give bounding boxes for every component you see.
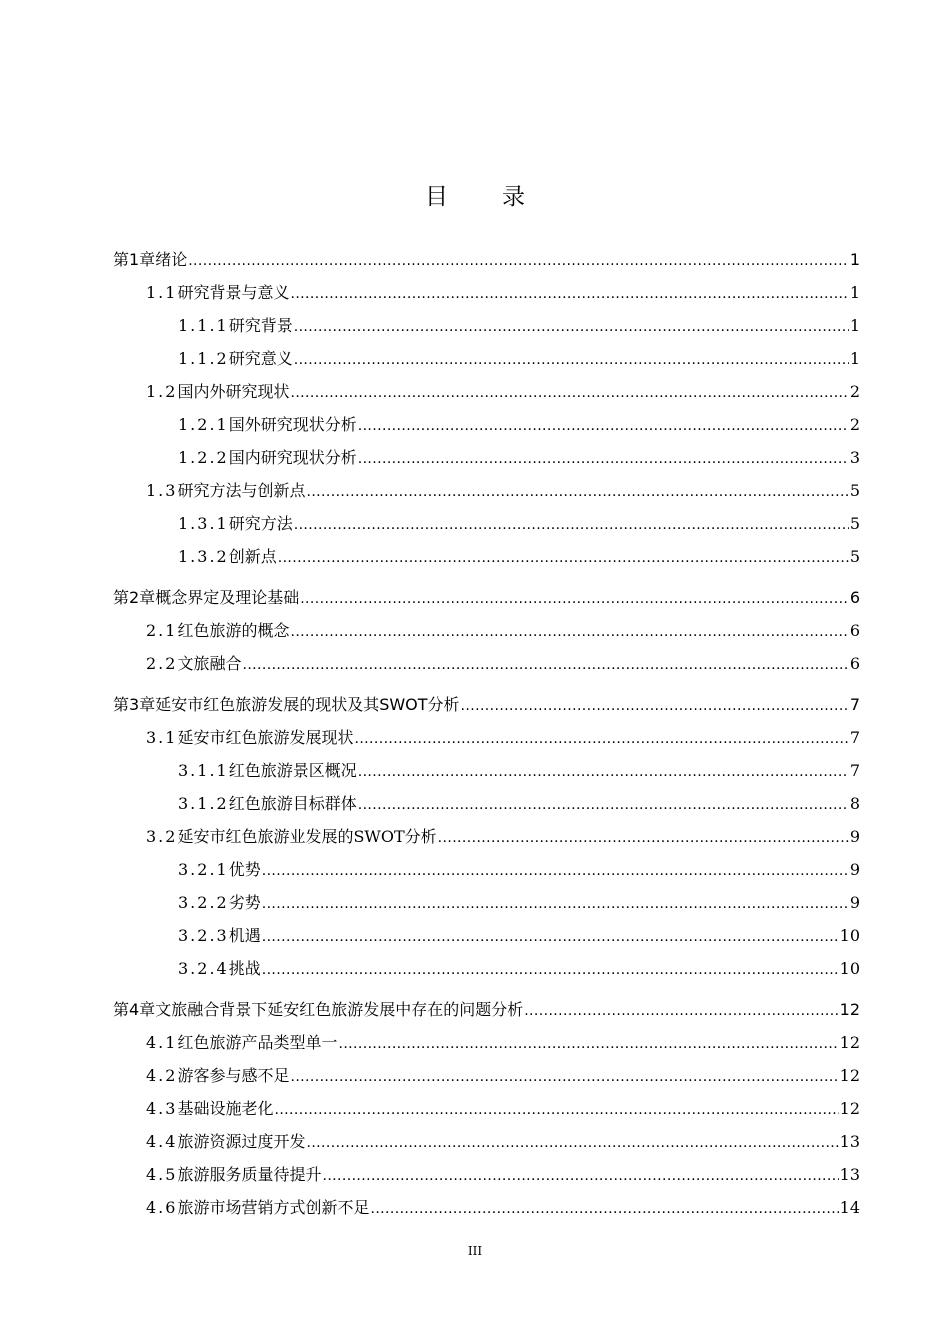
- toc-entry-number: 4.3: [146, 1099, 178, 1118]
- dot-leader: [290, 615, 848, 648]
- dot-leader: [524, 994, 838, 1027]
- dot-leader: [358, 442, 849, 475]
- toc-entry[interactable]: [113, 821, 860, 854]
- toc-entry-page: 10: [839, 959, 860, 978]
- toc-entry-number: 1.3: [146, 481, 178, 500]
- toc-entry-title: 研究意义: [228, 349, 293, 368]
- toc-entry-title: 国内研究现状分析: [228, 448, 357, 467]
- toc-entry[interactable]: [113, 1027, 860, 1060]
- dot-leader: [354, 722, 848, 755]
- toc-entry-number: 1.2: [146, 382, 178, 401]
- toc-title: [0, 178, 950, 211]
- dot-leader: [290, 376, 848, 409]
- toc-entry-number: 3.2.3: [178, 926, 229, 945]
- toc-entry-title: 研究背景: [228, 316, 293, 335]
- toc-entry-number: 3.2.2: [178, 893, 229, 912]
- toc-entry-title: 机遇: [228, 926, 261, 945]
- toc-entry-number: 3.2.4: [178, 959, 229, 978]
- toc-entry-title: 优势: [228, 860, 261, 879]
- toc-entry[interactable]: [113, 788, 860, 821]
- toc-entry[interactable]: [113, 582, 860, 615]
- toc-entry-number: 3.1.1: [178, 761, 229, 780]
- dot-leader: [262, 920, 839, 953]
- toc-entry-title: 旅游市场营销方式创新不足: [177, 1198, 370, 1217]
- dot-leader: [290, 277, 848, 310]
- toc-entry[interactable]: [113, 755, 860, 788]
- dot-leader: [294, 343, 849, 376]
- toc-entry-title: 创新点: [228, 547, 277, 566]
- toc-entry-title: 延安市红色旅游发展的现状及其SWOT分析: [155, 695, 460, 714]
- toc-entry-title: 延安市红色旅游业发展的SWOT分析: [177, 827, 437, 846]
- toc-entry-number: 4.4: [146, 1132, 178, 1151]
- toc-entry-page: 1: [849, 283, 860, 302]
- toc-entry-number: 3.1.2: [178, 794, 229, 813]
- toc-entry-number: 第1章: [113, 250, 156, 269]
- toc-entry-page: 12: [839, 1000, 860, 1019]
- toc-entry[interactable]: [113, 409, 860, 442]
- toc-entry-page: 13: [839, 1132, 860, 1151]
- toc-entry-title: 劣势: [228, 893, 261, 912]
- toc-entry-page: 6: [849, 621, 860, 640]
- toc-entry[interactable]: [113, 920, 860, 953]
- dot-leader: [322, 1159, 838, 1192]
- toc-entry-page: 2: [849, 415, 860, 434]
- dot-leader: [306, 1126, 838, 1159]
- toc-entry-number: 4.1: [146, 1033, 178, 1052]
- toc-entry-title: 文旅融合: [177, 654, 242, 673]
- page-number: III: [467, 1244, 483, 1258]
- toc-entry-number: 1.1.2: [178, 349, 229, 368]
- toc-entry[interactable]: [113, 541, 860, 574]
- toc-entry-title: 延安市红色旅游发展现状: [177, 728, 354, 747]
- dot-leader: [438, 821, 849, 854]
- toc-entry-page: 6: [849, 654, 860, 673]
- toc-entry-number: 1.2.1: [178, 415, 229, 434]
- dot-leader: [278, 541, 849, 574]
- toc-entry[interactable]: [113, 277, 860, 310]
- toc-entry-title: 红色旅游的概念: [177, 621, 290, 640]
- dot-leader: [358, 409, 849, 442]
- toc-entry-page: 12: [839, 1033, 860, 1052]
- toc-title-char-1: 目: [425, 184, 448, 210]
- dot-leader: [294, 508, 849, 541]
- toc-entry[interactable]: [113, 887, 860, 920]
- toc-entry-page: 1: [849, 316, 860, 335]
- toc-entry-page: 7: [849, 695, 860, 714]
- dot-leader: [358, 755, 849, 788]
- toc-entry[interactable]: [113, 244, 860, 277]
- toc-entry-title: 国内外研究现状: [177, 382, 290, 401]
- toc-entry-title: 红色旅游产品类型单一: [177, 1033, 338, 1052]
- toc-entry-number: 4.2: [146, 1066, 178, 1085]
- toc-entry-number: 4.5: [146, 1165, 178, 1184]
- toc-entry[interactable]: [113, 953, 860, 986]
- toc-entry-page: 13: [839, 1165, 860, 1184]
- toc-entry-number: 第3章: [113, 695, 156, 714]
- toc-entry[interactable]: [113, 689, 860, 722]
- dot-leader: [262, 953, 839, 986]
- toc-entry[interactable]: [113, 1060, 860, 1093]
- dot-leader: [290, 1060, 838, 1093]
- toc-entry-page: 1: [849, 349, 860, 368]
- toc-entry-page: 14: [839, 1198, 860, 1217]
- toc-entry-page: 8: [849, 794, 860, 813]
- toc-entry[interactable]: [113, 343, 860, 376]
- toc-entry-title: 挑战: [228, 959, 261, 978]
- dot-leader: [306, 475, 848, 508]
- dot-leader: [338, 1027, 838, 1060]
- dot-leader: [358, 788, 849, 821]
- toc-entry[interactable]: [113, 1159, 860, 1192]
- toc-entry-number: 1.3.1: [178, 514, 229, 533]
- dot-leader: [274, 1093, 838, 1126]
- toc-entry-page: 10: [839, 926, 860, 945]
- toc-entry-title: 国外研究现状分析: [228, 415, 357, 434]
- toc-entry-number: 1.2.2: [178, 448, 229, 467]
- toc-entry-number: 3.1: [146, 728, 178, 747]
- toc-entry-title: 基础设施老化: [177, 1099, 274, 1118]
- toc-entry[interactable]: [113, 722, 860, 755]
- table-of-contents: [113, 244, 860, 1225]
- toc-entry-page: 5: [849, 514, 860, 533]
- toc-entry-page: 5: [849, 481, 860, 500]
- toc-entry[interactable]: [113, 442, 860, 475]
- toc-entry-page: 9: [849, 893, 860, 912]
- toc-entry[interactable]: [113, 615, 860, 648]
- toc-entry[interactable]: [113, 1093, 860, 1126]
- toc-entry-number: 3.2: [146, 827, 178, 846]
- toc-entry-page: 2: [849, 382, 860, 401]
- toc-entry-page: 6: [849, 588, 860, 607]
- toc-entry[interactable]: [113, 508, 860, 541]
- toc-entry-page: 7: [849, 761, 860, 780]
- toc-title-char-2: 录: [502, 184, 525, 210]
- dot-leader: [370, 1192, 838, 1225]
- toc-entry[interactable]: [113, 475, 860, 508]
- dot-leader: [461, 689, 849, 722]
- dot-leader: [188, 244, 849, 277]
- toc-entry-title: 旅游服务质量待提升: [177, 1165, 322, 1184]
- dot-leader: [294, 310, 849, 343]
- toc-entry-number: 第4章: [113, 1000, 156, 1019]
- toc-entry-title: 研究背景与意义: [177, 283, 290, 302]
- toc-entry-number: 1.1: [146, 283, 178, 302]
- toc-entry-number: 第2章: [113, 588, 156, 607]
- toc-entry-title: 研究方法: [228, 514, 293, 533]
- toc-entry-title: 游客参与感不足: [177, 1066, 290, 1085]
- toc-entry[interactable]: [113, 648, 860, 681]
- toc-entry-page: 12: [839, 1066, 860, 1085]
- toc-entry-number: 4.6: [146, 1198, 178, 1217]
- toc-entry-page: 7: [849, 728, 860, 747]
- toc-entry-number: 2.2: [146, 654, 178, 673]
- toc-entry[interactable]: [113, 310, 860, 343]
- toc-entry-page: 9: [849, 827, 860, 846]
- dot-leader: [300, 582, 849, 615]
- toc-entry-title: 旅游资源过度开发: [177, 1132, 306, 1151]
- toc-entry-title: 文旅融合背景下延安红色旅游发展中存在的问题分析: [155, 1000, 524, 1019]
- toc-entry-title: 红色旅游目标群体: [228, 794, 357, 813]
- toc-entry[interactable]: [113, 1192, 860, 1225]
- toc-entry-page: 9: [849, 860, 860, 879]
- toc-entry-page: 12: [839, 1099, 860, 1118]
- toc-entry-number: 2.1: [146, 621, 178, 640]
- toc-entry-number: 3.2.1: [178, 860, 229, 879]
- toc-entry-title: 研究方法与创新点: [177, 481, 306, 500]
- toc-entry-title: 绪论: [155, 250, 188, 269]
- toc-entry-number: 1.1.1: [178, 316, 229, 335]
- dot-leader: [262, 854, 849, 887]
- toc-entry[interactable]: [113, 994, 860, 1027]
- toc-entry-title: 概念界定及理论基础: [155, 588, 300, 607]
- toc-entry[interactable]: [113, 854, 860, 887]
- toc-entry-page: 1: [849, 250, 860, 269]
- dot-leader: [262, 887, 849, 920]
- toc-entry-page: 3: [849, 448, 860, 467]
- toc-entry-page: 5: [849, 547, 860, 566]
- toc-entry-title: 红色旅游景区概况: [228, 761, 357, 780]
- toc-entry-number: 1.3.2: [178, 547, 229, 566]
- toc-entry[interactable]: [113, 376, 860, 409]
- dot-leader: [242, 648, 848, 681]
- toc-entry[interactable]: [113, 1126, 860, 1159]
